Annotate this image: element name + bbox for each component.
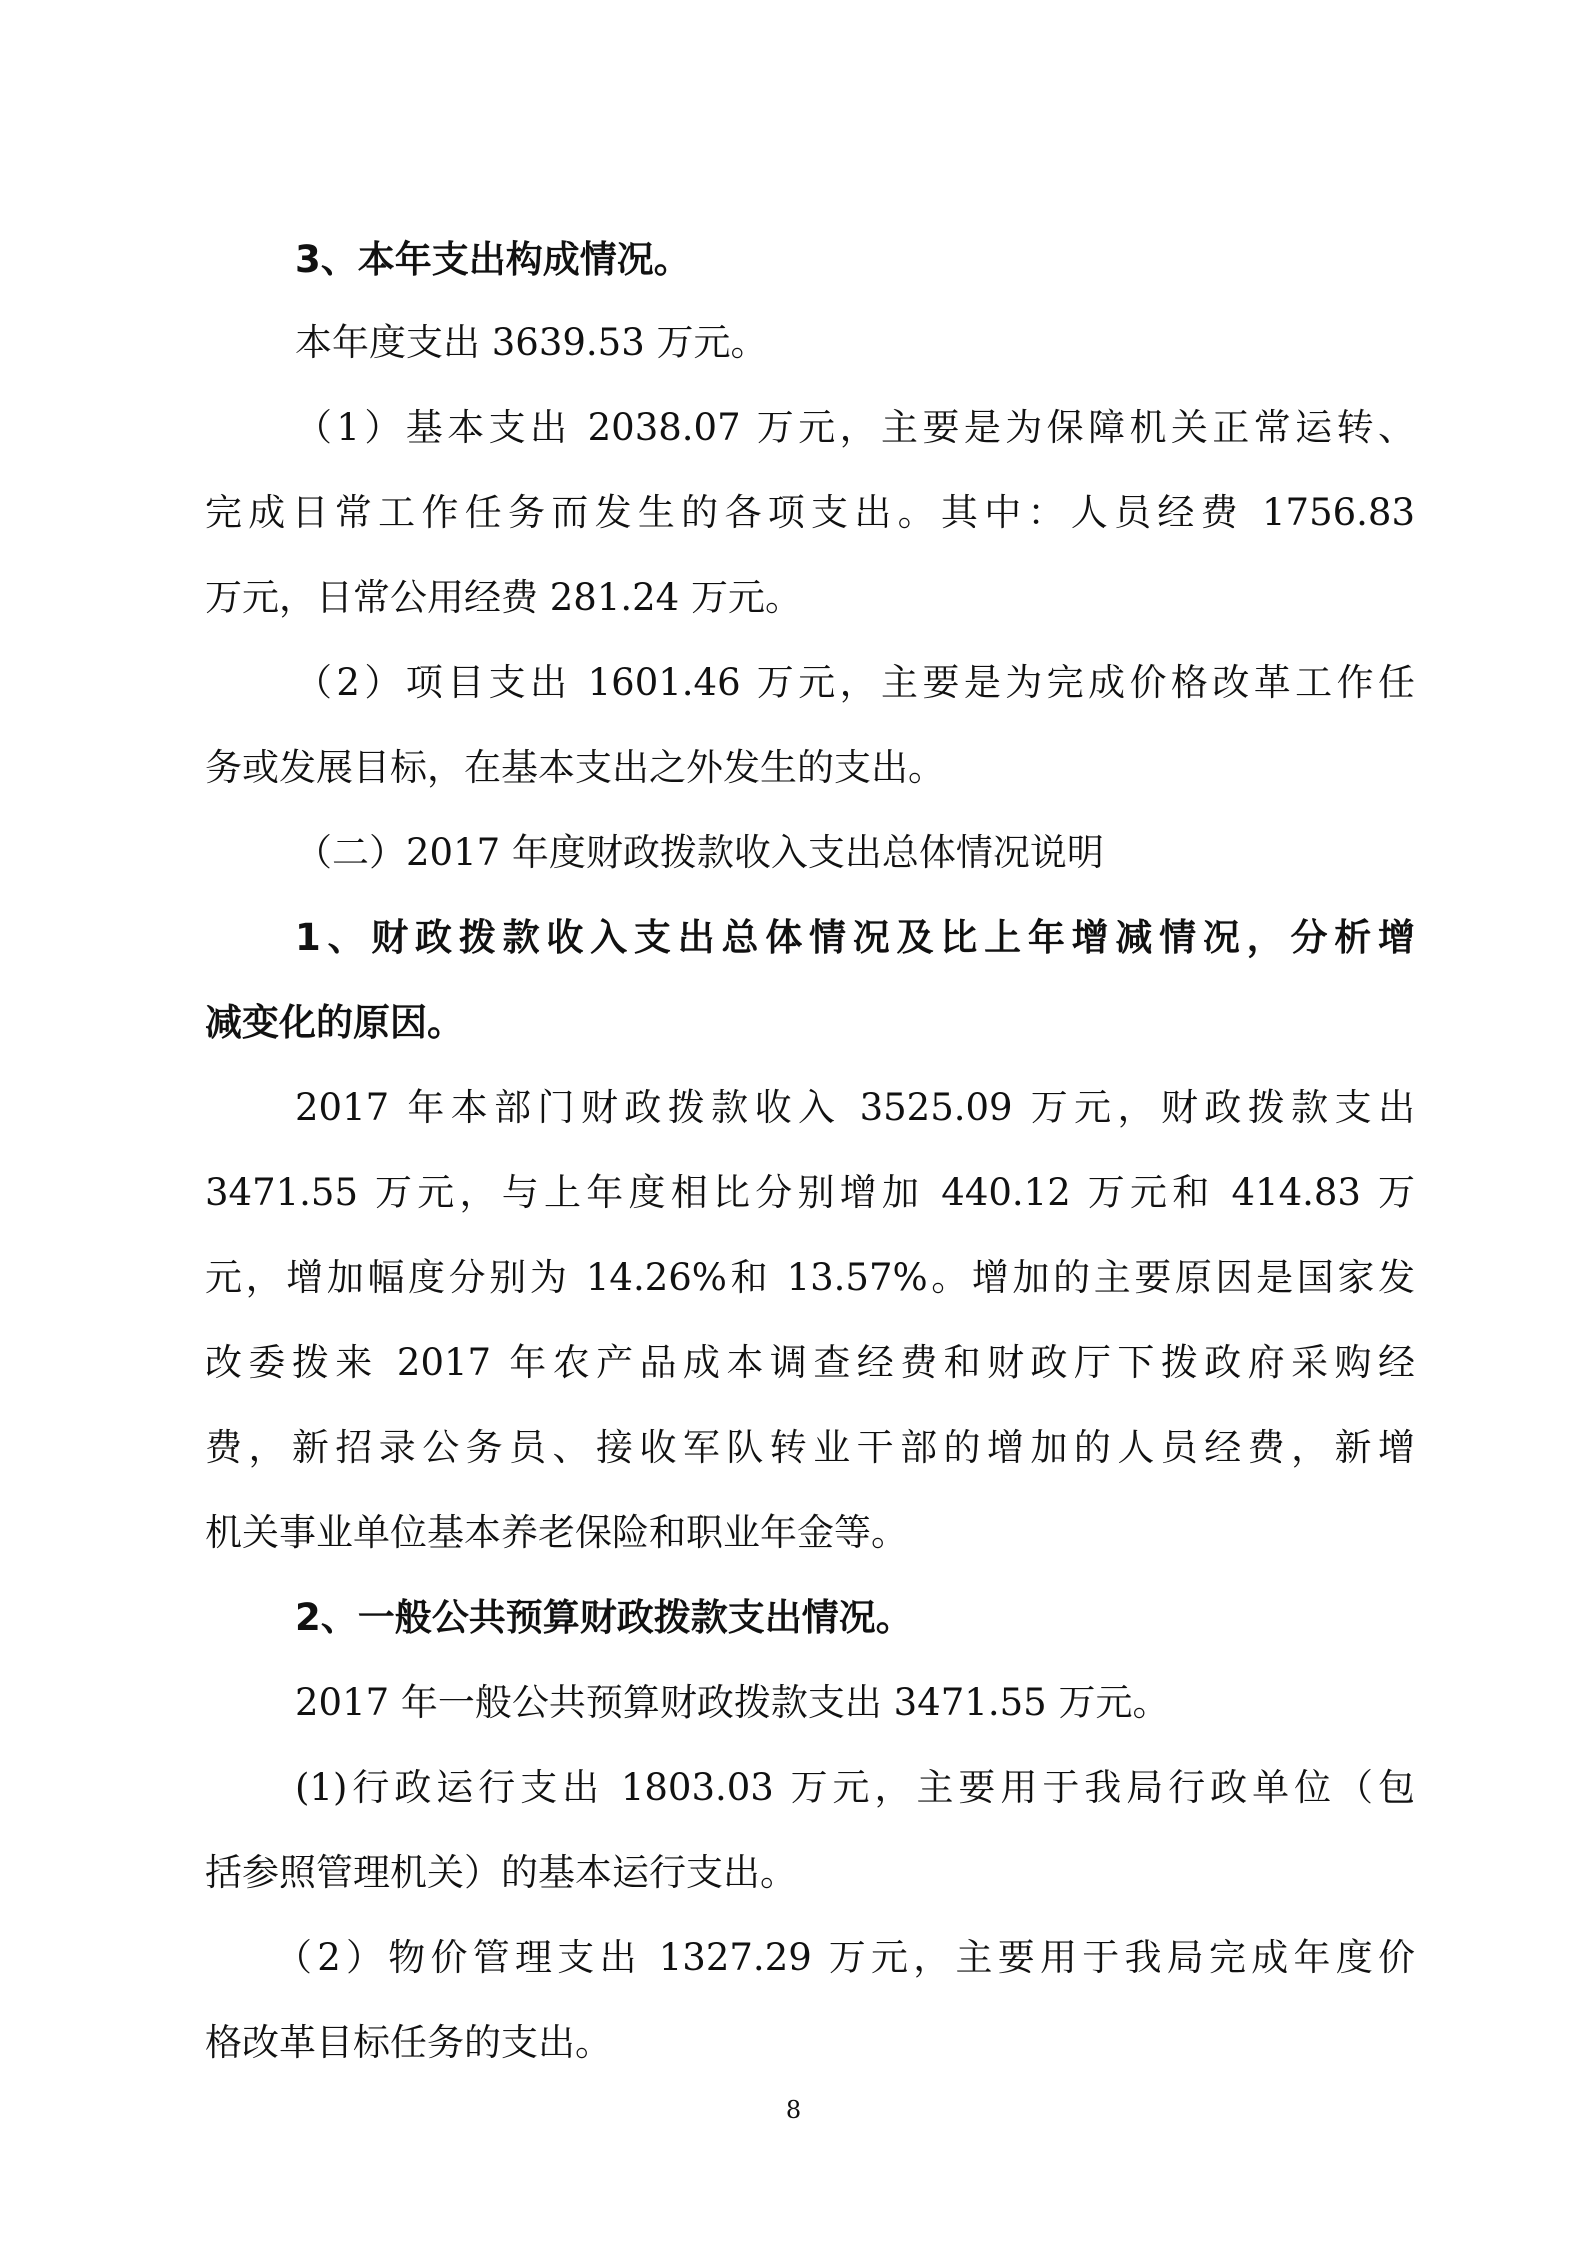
paragraph-line: （2）项目支出 1601.46 万元，主要是为完成价格改革工作任 (295, 661, 1415, 704)
section-heading-fiscal-appropriation: （二）2017 年度财政拨款收入支出总体情况说明 (295, 831, 1104, 874)
paragraph-line: 费，新招录公务员、接收军队转业干部的增加的人员经费，新增 (205, 1426, 1415, 1469)
subsection-heading-overall-situation-cont: 减变化的原因。 (205, 1001, 464, 1044)
paragraph-line: （2）物价管理支出 1327.29 万元，主要用于我局完成年度价 (275, 1936, 1415, 1979)
section-heading-expenditure-composition: 3、本年支出构成情况。 (295, 238, 691, 281)
paragraph-line: （1）基本支出 2038.07 万元，主要是为保障机关正常运转、 (295, 406, 1415, 449)
paragraph-line: 括参照管理机关）的基本运行支出。 (205, 1851, 797, 1894)
paragraph-line: 2017 年一般公共预算财政拨款支出 3471.55 万元。 (295, 1681, 1170, 1724)
paragraph-line: 2017 年本部门财政拨款收入 3525.09 万元，财政拨款支出 (295, 1086, 1415, 1129)
paragraph-line: 改委拨来 2017 年农产品成本调查经费和财政厅下拨政府采购经 (205, 1341, 1415, 1384)
paragraph-line: 万元，日常公用经费 281.24 万元。 (205, 576, 802, 619)
paragraph-line: 本年度支出 3639.53 万元。 (295, 321, 768, 364)
paragraph-line: 元，增加幅度分别为 14.26%和 13.57%。增加的主要原因是国家发 (205, 1256, 1415, 1299)
paragraph-line: 完成日常工作任务而发生的各项支出。其中：人员经费 1756.83 (205, 491, 1415, 534)
paragraph-line: 务或发展目标，在基本支出之外发生的支出。 (205, 746, 945, 789)
subsection-heading-overall-situation: 1、财政拨款收入支出总体情况及比上年增减情况，分析增 (295, 916, 1415, 959)
paragraph-line: 格改革目标任务的支出。 (205, 2021, 612, 2064)
paragraph-line: (1)行政运行支出 1803.03 万元，主要用于我局行政单位（包 (295, 1766, 1415, 1809)
subsection-heading-general-budget: 2、一般公共预算财政拨款支出情况。 (295, 1596, 913, 1639)
paragraph-line: 3471.55 万元，与上年度相比分别增加 440.12 万元和 414.83 万 (205, 1171, 1415, 1214)
page-number: 8 (785, 2096, 802, 2124)
paragraph-line: 机关事业单位基本养老保险和职业年金等。 (205, 1511, 908, 1554)
